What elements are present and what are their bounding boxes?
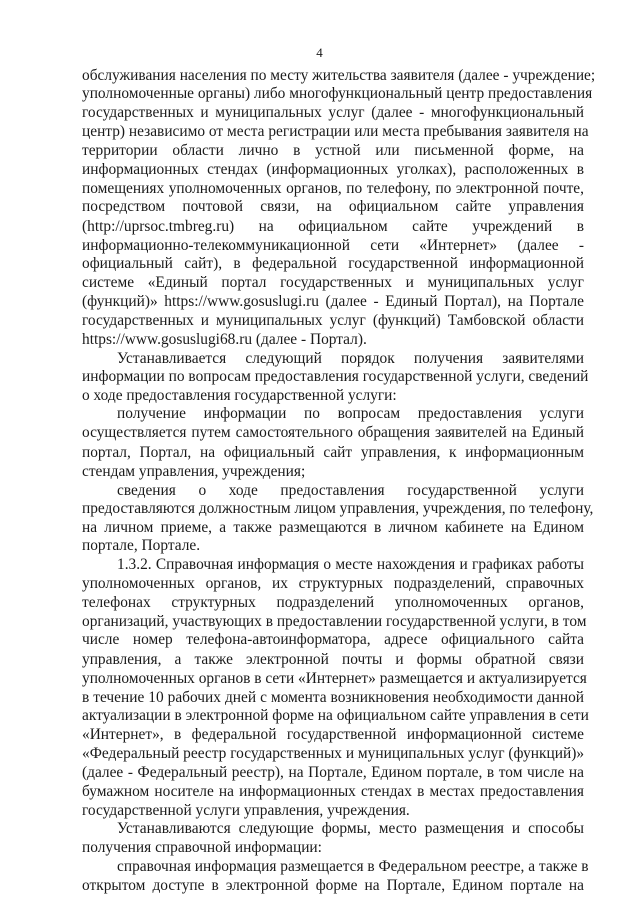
text-line: уполномоченных органов в сети «Интернет» размещается и актуализируется (82, 670, 587, 687)
text-line: телефонах структурных подразделений уполномоченных органов, (82, 594, 584, 611)
text-line: государственной услуги управления, учреждения. (82, 802, 410, 819)
text-line: (http://uprsoc.tmbreg.ru) на официальном сайте учреждений в (82, 218, 584, 235)
text-line: государственных и муниципальных услуг (далее - многофункциональный (82, 104, 584, 121)
text-line: сведения о ходе предоставления государственной услуги (117, 482, 584, 499)
text-line: получения справочной информации: (82, 839, 322, 856)
page-number: 4 (316, 45, 323, 60)
text-line: Устанавливается следующий порядок получения заявителями (117, 350, 584, 367)
text-line: о ходе предоставления государственной услуги: (82, 387, 397, 404)
text-line: «Интернет», в федеральной государственной информационной системе (82, 726, 584, 743)
text-line: организаций, участвующих в предоставлении государственной услуги, в том (82, 613, 587, 630)
text-line: получение информации по вопросам предоставления услуги (117, 405, 584, 422)
text-line: бумажном носителе на информационных стендах в местах предоставления (82, 783, 584, 800)
text-line: «Федеральный реестр государственных и муниципальных услуг (функций)» (82, 745, 585, 762)
text-line: уполномоченных органов, их структурных подразделений, справочных (82, 575, 584, 592)
text-line: (функций)» https://www.gosuslugi.ru (далее - Единый Портал), на Портале (82, 293, 584, 310)
text-line: системе «Единый портал государственных и муниципальных услуг (82, 274, 584, 291)
text-line: справочная информация размещается в Федеральном реестре, а также в (117, 858, 589, 875)
text-line: уполномоченные органы) либо многофункциональный центр предоставления (82, 85, 593, 102)
text-line: числе номер телефона-автоинформатора, адресе официального сайта (82, 631, 584, 648)
text-line: в течение 10 рабочих дней с момента возникновения необходимости данной (82, 689, 584, 706)
text-line: портале, Портале. (82, 537, 201, 554)
text-line: управления, а также электронной почты и формы обратной связи (82, 651, 584, 668)
text-line: актуализации в электронной форме на официальном сайте управления в сети (82, 707, 589, 724)
text-line: обслуживания населения по месту жительства заявителя (далее - учреждение; (82, 67, 596, 84)
text-line: осуществляется путем самостоятельного обращения заявителей на Единый (82, 424, 584, 441)
text-line: стендам управления, учреждения; (82, 463, 306, 480)
text-line: предоставляются должностным лицом управления, учреждения, по телефону, (82, 500, 594, 517)
text-line: (далее - Федеральный реестр), на Портале, Едином портале, в том числе на (82, 764, 584, 781)
text-line: помещениях уполномоченных органов, по телефону, по электронной почте, (82, 180, 584, 197)
text-line: информационно-телекоммуникационной сети «Интернет» (далее - (82, 237, 584, 254)
text-line: открытом доступе в электронной форме на Портале, Едином портале на (82, 877, 584, 894)
text-line: информационных стендах (информационных уголках), расположенных в (82, 161, 584, 178)
text-line: https://www.gosuslugi68.ru (далее - Портал). (82, 331, 367, 348)
text-line: Устанавливаются следующие формы, место размещения и способы (117, 820, 584, 837)
text-line: 1.3.2. Справочная информация о месте нахождения и графиках работы (117, 556, 584, 573)
text-line: территории области лично в устной или письменной форме, на (82, 142, 584, 159)
text-line: посредством почтовой связи, на официальном сайте управления (82, 198, 584, 215)
text-line: информации по вопросам предоставления государственной услуги, сведений (82, 368, 589, 385)
text-line: официальный сайт), в федеральной государственной информационной (82, 255, 584, 272)
text-line: государственных и муниципальных услуг (функций) Тамбовской области (82, 312, 584, 329)
text-line: центр) независимо от места регистрации или места пребывания заявителя на (82, 123, 589, 140)
text-line: на личном приеме, а также размещаются в личном кабинете на Едином (82, 519, 584, 536)
text-line: портал, Портал, на официальный сайт управления, к информационным (82, 444, 584, 461)
